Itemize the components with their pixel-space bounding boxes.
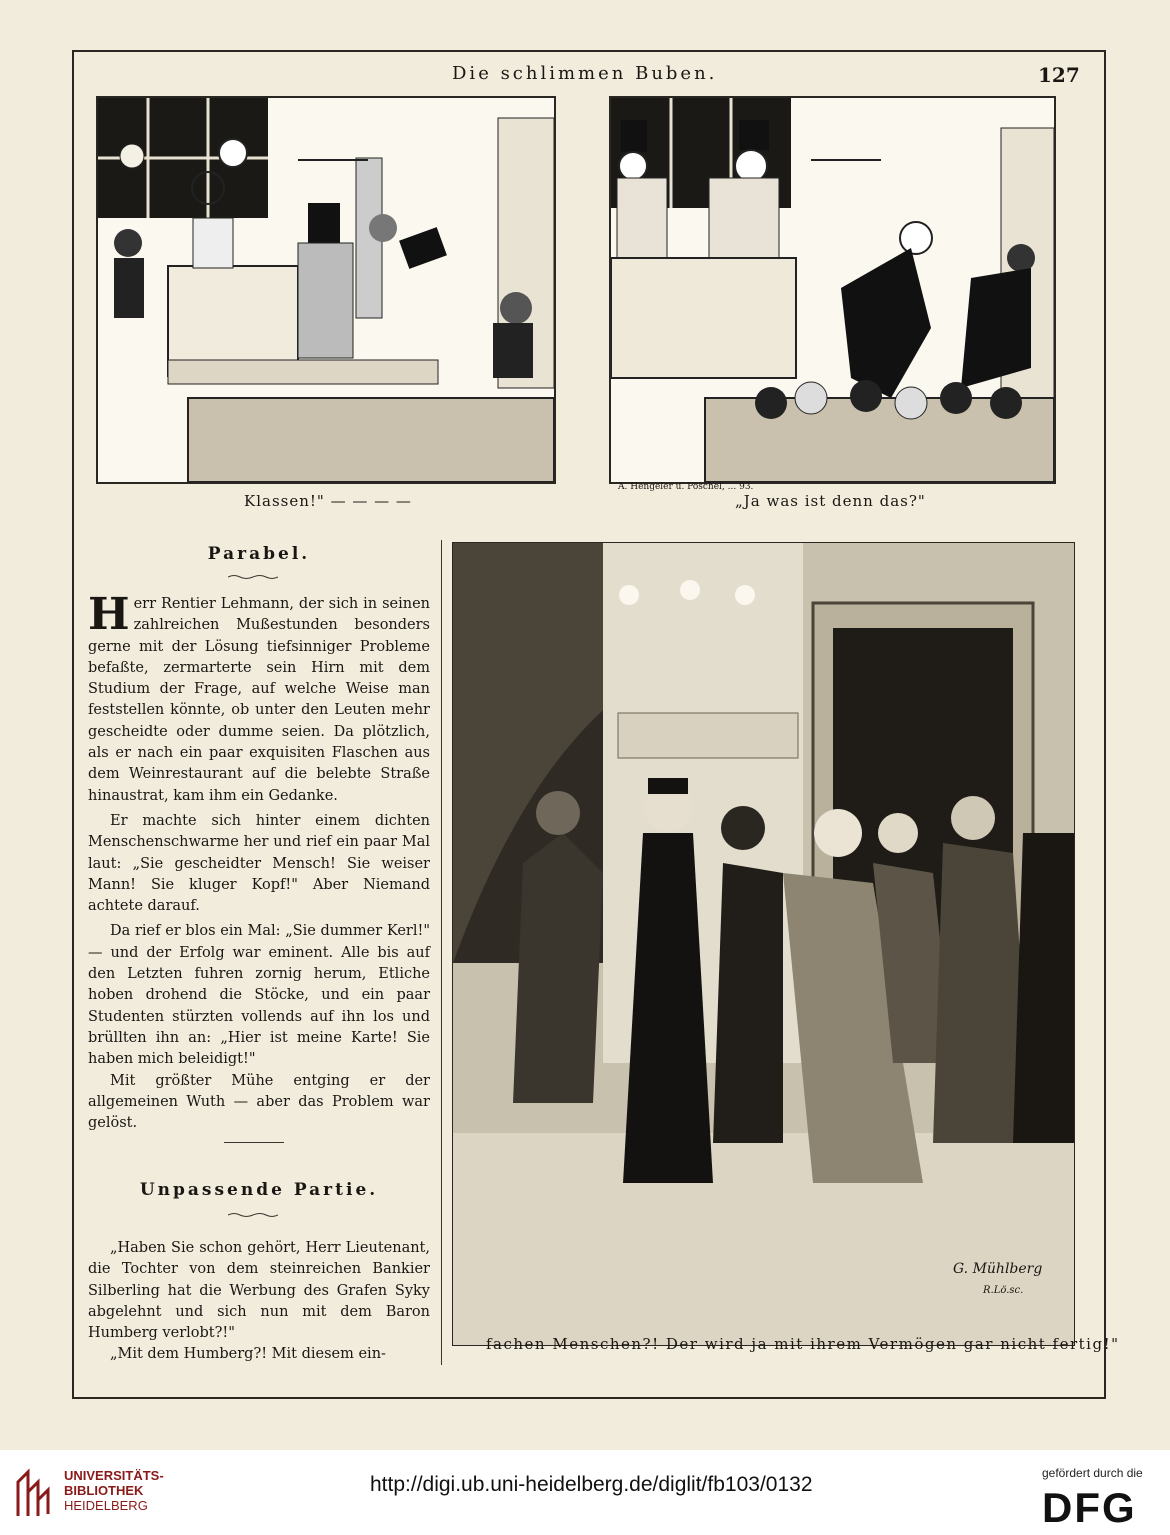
column-rule [441,540,442,1365]
ornament-divider [228,574,278,580]
classroom-drawing-right [611,98,1054,482]
dfg-logo: DFG [1042,1484,1137,1531]
parabel-paragraph-text: err Rentier Lehmann, der sich in seinen zahlreichen Mußestunden besonders gerne mit der Lösung tiefsinniger Probleme befaßte, zermarterte sein Hirn mit dem Studium der Frage, auf welche Weise man feststellen könnte, ob unter den Leuten mehr gescheidte oder dumme seien. Da plötzlich, als er nach ein paar exquisiten Flaschen aus dem Weinrestaurant auf die belebte Straße hinaustrat, kam ihm ein Gedanke. [88,596,430,804]
engraving-illustration [452,542,1075,1346]
library-logo-icon [16,1466,54,1518]
cartoon-panel-right [609,96,1056,484]
sponsor-label: gefördert durch die [1042,1466,1143,1480]
page-number: 127 [1038,63,1080,87]
running-title: Die schlimmen Buben. [452,63,718,84]
ornament-divider [228,1212,278,1218]
engraver-signature: R.Lö.sc. [983,1285,1024,1296]
partie-title: Unpassende Partie. [139,1180,379,1200]
artist-signature: G. Mühlberg [953,1261,1043,1277]
library-name [64,1468,164,1513]
section-rule [224,1142,284,1143]
parabel-paragraph: Mit größter Mühe entging er der allgemeinen Wuth — aber das Problem war gelöst. [88,1072,430,1132]
parabel-title: Parabel. [207,544,311,564]
parabel-paragraph [88,589,430,807]
partie-body [88,1238,430,1366]
library-city: HEIDELBERG [64,1498,148,1513]
partie-paragraph: „Mit dem Humberg?! Mit diesem ein- [110,1346,386,1363]
parabel-paragraph: Da rief er blos ein Mal: „Sie dummer Kerl!" — und der Erfolg war eminent. Alle bis auf den Letzten fuhren zornig herum, Etliche hoben drohend die Stöcke, und ein paar Studenten stürzten vollends auf ihn los und brüllten ihn an: „Hier ist meine Karte! Sie haben mich beleidigt!" [88,923,430,1068]
caption-left: Klassen!" — — — — [244,492,412,510]
parabel-paragraph: Er machte sich hinter einem dichten Menschenschwarme her und rief ein paar Mal laut: „Sie gescheidter Mensch! Sie weiser Mann! Sie kluger Kopf!" Aber Niemand achtete darauf. [88,812,430,915]
classroom-drawing-left [98,98,554,482]
parabel-body [88,589,430,1134]
illustration-caption: fachen Menschen?! Der wird ja mit ihrem Vermögen gar nicht fertig!" [486,1335,1120,1353]
cartoon-panel-left [96,96,556,484]
partie-paragraph: „Haben Sie schon gehört, Herr Lieutenant, die Tochter von dem steinreichen Bankier Silberling hat die Werbung des Grafen Syky abgelehnt und sich nun mit dem Baron Humberg verlobt?!" [88,1240,430,1342]
drop-cap: H [88,589,130,640]
theatre-foyer-drawing [453,543,1074,1345]
library-name-line: UNIVERSITÄTS- [64,1468,164,1483]
caption-right: „Ja was ist denn das?" [735,492,926,510]
library-name-line: BIBLIOTHEK [64,1483,144,1498]
cartoon-signature: A. Hengeler u. Pöschel, ... 93. [618,482,754,492]
permalink-url[interactable]: http://digi.ub.uni-heidelberg.de/diglit/fb103/0132 [370,1473,813,1496]
